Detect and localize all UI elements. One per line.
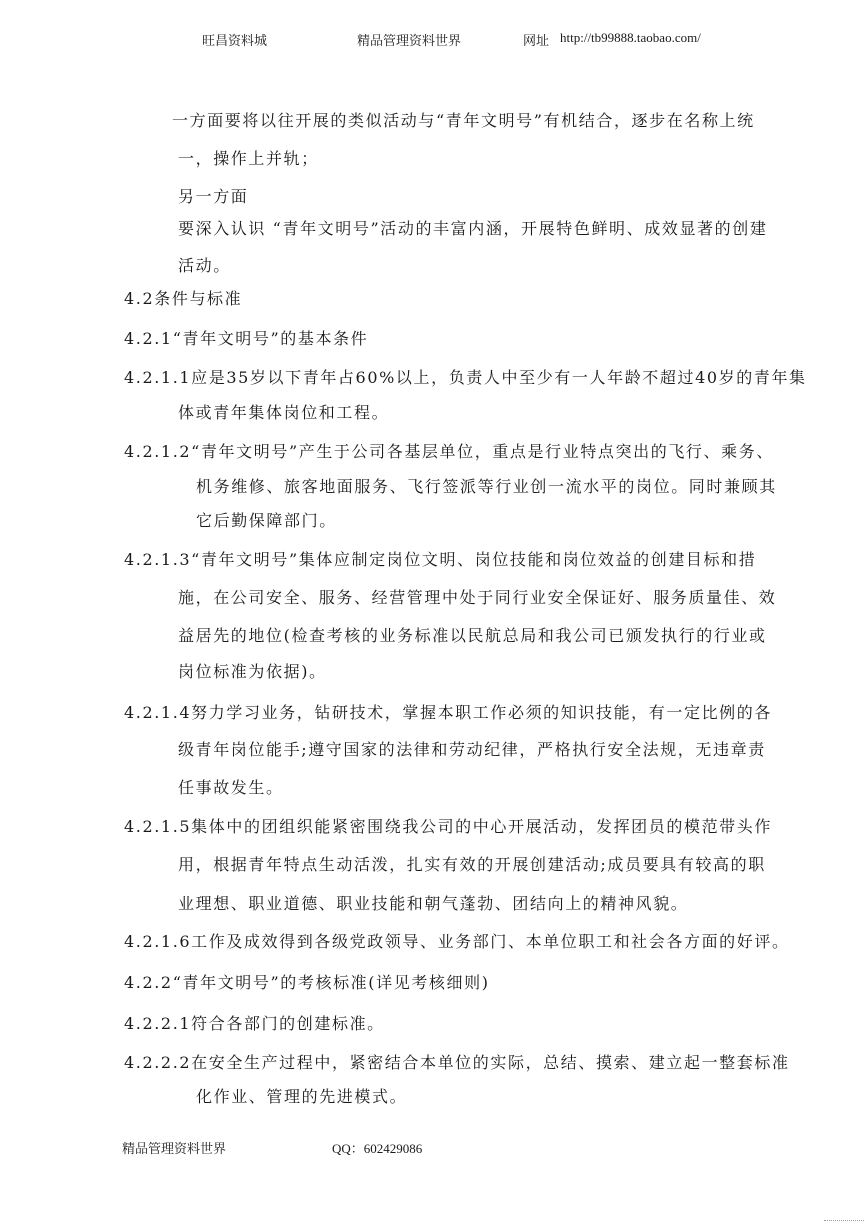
footer-world-name: 精品管理资料世界 <box>122 1142 227 1157</box>
clause-line: 机务维修、旅客地面服务、飞行签派等行业创一流水平的岗位。同时兼顾其 <box>196 477 777 496</box>
subsection-heading: 4.2.2“青年文明号”的考核标准(详见考核细则) <box>124 973 490 992</box>
clause-line: 4.2.1.5集体中的团组织能紧密围绕我公司的中心开展活动，发挥团员的模范带头作 <box>124 817 772 836</box>
page-header <box>0 30 868 50</box>
body-line: 一，操作上并轨； <box>178 149 319 168</box>
clause-line: 益居先的地位(检查考核的业务标准以民航总局和我公司已颁发执行的行业或 <box>178 626 767 645</box>
footer-qq: QQ：602429086 <box>332 1141 423 1156</box>
page-corner-mark <box>824 1220 864 1225</box>
clause-line: 体或青年集体岗位和工程。 <box>178 403 390 422</box>
clause-line: 岗位标准为依据)。 <box>178 662 327 681</box>
clause-line: 4.2.1.3“青年文明号”集体应制定岗位文明、岗位技能和岗位效益的创建目标和措 <box>124 550 757 569</box>
clause-line: 级青年岗位能手;遵守国家的法律和劳动纪律，严格执行安全法规，无违章责 <box>178 740 766 759</box>
body-line: 要深入认识 “青年文明号”活动的丰富内涵，开展特色鲜明、成效显著的创建 <box>178 219 768 238</box>
clause-line: 4.2.2.1符合各部门的创建标准。 <box>124 1014 385 1033</box>
clause-line: 用，根据青年特点生动活泼，扎实有效的开展创建活动;成员要具有较高的职 <box>178 855 766 874</box>
clause-line: 4.2.1.2“青年文明号”产生于公司各基层单位，重点是行业特点突出的飞行、乘务、 <box>124 442 774 461</box>
body-line: 另一方面 <box>178 187 249 206</box>
header-url-link[interactable]: http://tb99888.taobao.com/ <box>560 30 701 45</box>
clause-line: 4.2.1.1应是35岁以下青年占60%以上，负责人中至少有一人年龄不超过40岁的青年集 <box>124 368 807 387</box>
body-line: 一方面要将以往开展的类似活动与“青年文明号”有机结合，逐步在名称上统 <box>172 111 755 130</box>
header-shop-name: 旺昌资料城 <box>202 34 268 49</box>
clause-line: 它后勤保障部门。 <box>196 511 337 530</box>
clause-line: 施，在公司安全、服务、经营管理中处于同行业安全保证好、服务质量佳、效 <box>178 588 777 607</box>
header-url-label: 网址 <box>523 34 550 49</box>
body-line: 活动。 <box>178 256 231 275</box>
clause-line: 任事故发生。 <box>178 778 284 797</box>
clause-line: 业理想、职业道德、职业技能和朝气蓬勃、团结向上的精神风貌。 <box>178 894 689 913</box>
subsection-heading: 4.2.1“青年文明号”的基本条件 <box>124 329 369 348</box>
clause-line: 4.2.1.4努力学习业务，钻研技术，掌握本职工作必须的知识技能，有一定比例的各 <box>124 703 772 722</box>
clause-line: 4.2.2.2在安全生产过程中，紧密结合本单位的实际，总结、摸索、建立起一整套标准 <box>124 1053 790 1072</box>
section-heading: 4.2条件与标准 <box>124 289 243 308</box>
header-world-name: 精品管理资料世界 <box>357 34 462 49</box>
clause-line: 化作业、管理的先进模式。 <box>196 1087 408 1106</box>
clause-line: 4.2.1.6工作及成效得到各级党政领导、业务部门、本单位职工和社会各方面的好评。 <box>124 932 790 951</box>
